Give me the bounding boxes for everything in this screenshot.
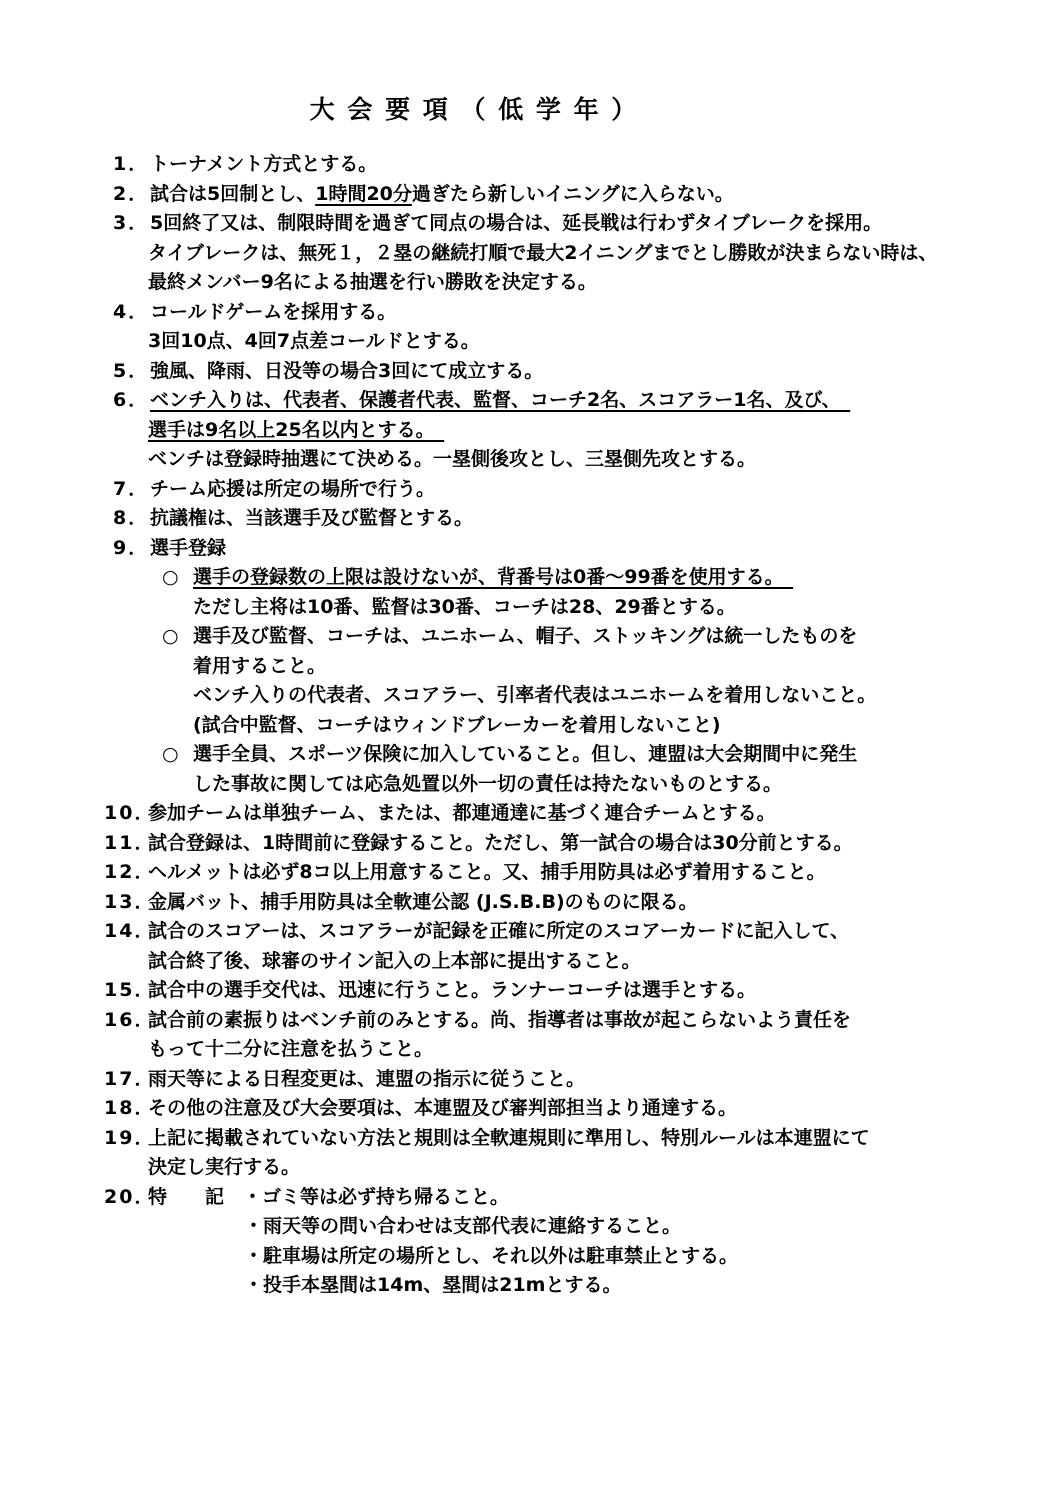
item-number: 16． bbox=[104, 1008, 156, 1031]
text-segment: ベンチ入りの代表者、スコアラー、引率者代表はユニホームを着用しないこと。 bbox=[193, 684, 877, 706]
text-segment: 選手は9名以上25名以内とする。 bbox=[148, 418, 445, 441]
item-number: 12． bbox=[104, 861, 156, 883]
text-segment: (試合中監督、コーチはウィンドブレーカーを着用しないこと) bbox=[193, 713, 721, 736]
doc-line bbox=[0, 445, 1058, 475]
text-segment: 参加チームは単独チーム、または、都連通達に基づく連合チームとする。 bbox=[148, 802, 776, 824]
doc-line bbox=[0, 711, 1058, 741]
circle-marker: ○ bbox=[162, 625, 179, 647]
item-number: 9． bbox=[113, 536, 150, 559]
text-segment: 選手全員、スポーツ保険に加入していること。但し、連盟は大会期間中に発生 bbox=[193, 743, 858, 765]
doc-line bbox=[0, 1124, 1058, 1154]
doc-line bbox=[0, 1153, 1058, 1183]
item-number: 13． bbox=[104, 890, 156, 913]
text-segment: 決定し実行する。 bbox=[148, 1156, 301, 1178]
text-segment: 5回終了又は、制限時間を過ぎて同点の場合は、延長戦は行わずタイブレークを採用。 bbox=[150, 212, 883, 234]
text-segment: 着用すること。 bbox=[193, 654, 327, 677]
text-segment: 試合終了後、球審のサイン記入の上本部に提出すること。 bbox=[148, 949, 641, 972]
doc-line bbox=[0, 1094, 1058, 1124]
text-segment: 選手及び監督、コーチは、ユニホーム、帽子、ストッキングは統一したものを bbox=[193, 625, 858, 647]
item-number: 11． bbox=[104, 831, 156, 854]
text-segment: 試合は5回制とし、 bbox=[150, 182, 316, 205]
text-segment: ・雨天等の問い合わせは支部代表に連絡すること。 bbox=[244, 1215, 682, 1237]
doc-line bbox=[0, 1183, 1058, 1213]
doc-line bbox=[0, 268, 1058, 298]
doc-line bbox=[0, 888, 1058, 918]
text-segment: 試合前の素振りはベンチ前のみとする。尚、指導者は事故が起こらないよう責任を bbox=[148, 1008, 852, 1031]
doc-line bbox=[0, 504, 1058, 534]
doc-line bbox=[0, 475, 1058, 505]
page-title: 大 会 要 項 （ 低 学 年 ） bbox=[309, 95, 639, 124]
item-number: 8． bbox=[113, 507, 150, 529]
doc-line bbox=[0, 947, 1058, 977]
doc-line bbox=[0, 298, 1058, 328]
doc-line bbox=[0, 1035, 1058, 1065]
text-segment: もって十二分に注意を払うこと。 bbox=[148, 1038, 434, 1060]
text-segment: 選手登録 bbox=[150, 536, 227, 559]
doc-line bbox=[0, 386, 1058, 416]
item-number: 18． bbox=[104, 1097, 156, 1119]
item-number: 5． bbox=[113, 359, 150, 382]
doc-line bbox=[0, 1212, 1058, 1242]
doc-line bbox=[0, 327, 1058, 357]
doc-line bbox=[0, 652, 1058, 682]
text-segment: ・駐車場は所定の場所とし、それ以外は駐車禁止とする。 bbox=[244, 1244, 739, 1267]
text-segment: 雨天等による日程変更は、連盟の指示に従うこと。 bbox=[148, 1067, 586, 1090]
text-segment: コールドゲームを採用する。 bbox=[150, 300, 397, 323]
text-segment: 強風、降雨、日没等の場合3回にて成立する。 bbox=[150, 359, 544, 382]
text-segment: 過ぎたら新しいイニングに入らない。 bbox=[411, 182, 734, 205]
item-number: 20． bbox=[104, 1185, 156, 1208]
circle-marker: ○ bbox=[162, 566, 179, 588]
text-segment: 金属バット、捕手用防具は全軟連公認 (J.S.B.B)のものに限る。 bbox=[148, 890, 698, 913]
doc-line bbox=[0, 829, 1058, 859]
text-segment: 選手の登録数の上限は設けないが、背番号は0番～99番を使用する。 bbox=[193, 566, 794, 588]
text-segment: その他の注意及び大会要項は、本連盟及び審判部担当より通達する。 bbox=[148, 1097, 738, 1119]
doc-line bbox=[0, 976, 1058, 1006]
item-number: 10． bbox=[104, 802, 156, 824]
doc-line bbox=[0, 150, 1058, 180]
doc-line bbox=[0, 917, 1058, 947]
doc-line bbox=[0, 799, 1058, 829]
text-segment: ・投手本塁間は14m、塁間は21mとする。 bbox=[244, 1274, 622, 1296]
item-number: 3． bbox=[113, 212, 150, 234]
text-segment: ヘルメットは必ず8コ以上用意すること。又、捕手用防具は必ず着用すること。 bbox=[148, 861, 826, 883]
item-number: 1． bbox=[113, 153, 150, 175]
doc-line bbox=[0, 858, 1058, 888]
doc-line bbox=[0, 740, 1058, 770]
text-segment: 1時間20分 bbox=[315, 182, 412, 205]
doc-line bbox=[0, 1242, 1058, 1272]
doc-line bbox=[0, 416, 1058, 446]
doc-line bbox=[0, 593, 1058, 623]
text-segment: チーム応援は所定の場所で行う。 bbox=[150, 477, 436, 500]
item-number: 6． bbox=[113, 389, 150, 411]
text-segment: ただし主将は10番、監督は30番、コーチは28、29番とする。 bbox=[193, 595, 736, 618]
doc-line bbox=[0, 534, 1058, 564]
doc-line bbox=[0, 180, 1058, 210]
doc-line bbox=[0, 1065, 1058, 1095]
circle-marker: ○ bbox=[162, 743, 179, 765]
doc-line bbox=[0, 770, 1058, 800]
text-segment: タイブレークは、無死１，２塁の継続打順で最大2イニングまでとし勝敗が決まらない時は、 bbox=[148, 241, 938, 264]
doc-line bbox=[0, 357, 1058, 387]
doc-line bbox=[0, 1006, 1058, 1036]
text-segment: 上記に掲載されていない方法と規則は全軟連規則に準用し、特別ルールは本連盟にて bbox=[148, 1126, 870, 1149]
document-body bbox=[0, 150, 1058, 1301]
text-segment: 最終メンバー9名による抽選を行い勝敗を決定する。 bbox=[148, 271, 597, 293]
text-segment: 試合登録は、1時間前に登録すること。ただし、第一試合の場合は30分前とする。 bbox=[148, 831, 853, 854]
text-segment: 試合のスコアーは、スコアラーが記録を正確に所定のスコアーカードに記入して、 bbox=[148, 920, 850, 942]
text-segment: 試合中の選手交代は、迅速に行うこと。ランナーコーチは選手とする。 bbox=[148, 979, 757, 1001]
item-number: 15． bbox=[104, 979, 156, 1001]
item-number: 7． bbox=[113, 477, 150, 500]
text-segment: ベンチ入りは、代表者、保護者代表、監督、コーチ2名、スコアラー1名、及び、 bbox=[150, 389, 851, 411]
item-number: 4． bbox=[113, 300, 150, 323]
text-segment: 抗議権は、当該選手及び監督とする。 bbox=[150, 507, 474, 529]
item-number: 17． bbox=[104, 1067, 156, 1090]
item-number: 14． bbox=[104, 920, 156, 942]
text-segment: ベンチは登録時抽選にて決める。一塁側後攻とし、三塁側先攻とする。 bbox=[148, 448, 757, 470]
text-segment: トーナメント方式とする。 bbox=[150, 153, 378, 175]
text-segment: 特 記 ・ゴミ等は必ず持ち帰ること。 bbox=[148, 1185, 510, 1208]
text-segment: した事故に関しては応急処置以外一切の責任は持たないものとする。 bbox=[193, 772, 783, 795]
item-number: 19． bbox=[104, 1126, 156, 1149]
doc-line bbox=[0, 563, 1058, 593]
item-number: 2． bbox=[113, 182, 150, 205]
doc-line bbox=[0, 209, 1058, 239]
doc-line bbox=[0, 622, 1058, 652]
text-segment: 3回10点、4回7点差コールドとする。 bbox=[148, 330, 480, 352]
doc-line bbox=[0, 681, 1058, 711]
doc-line bbox=[0, 239, 1058, 269]
doc-line bbox=[0, 1271, 1058, 1301]
